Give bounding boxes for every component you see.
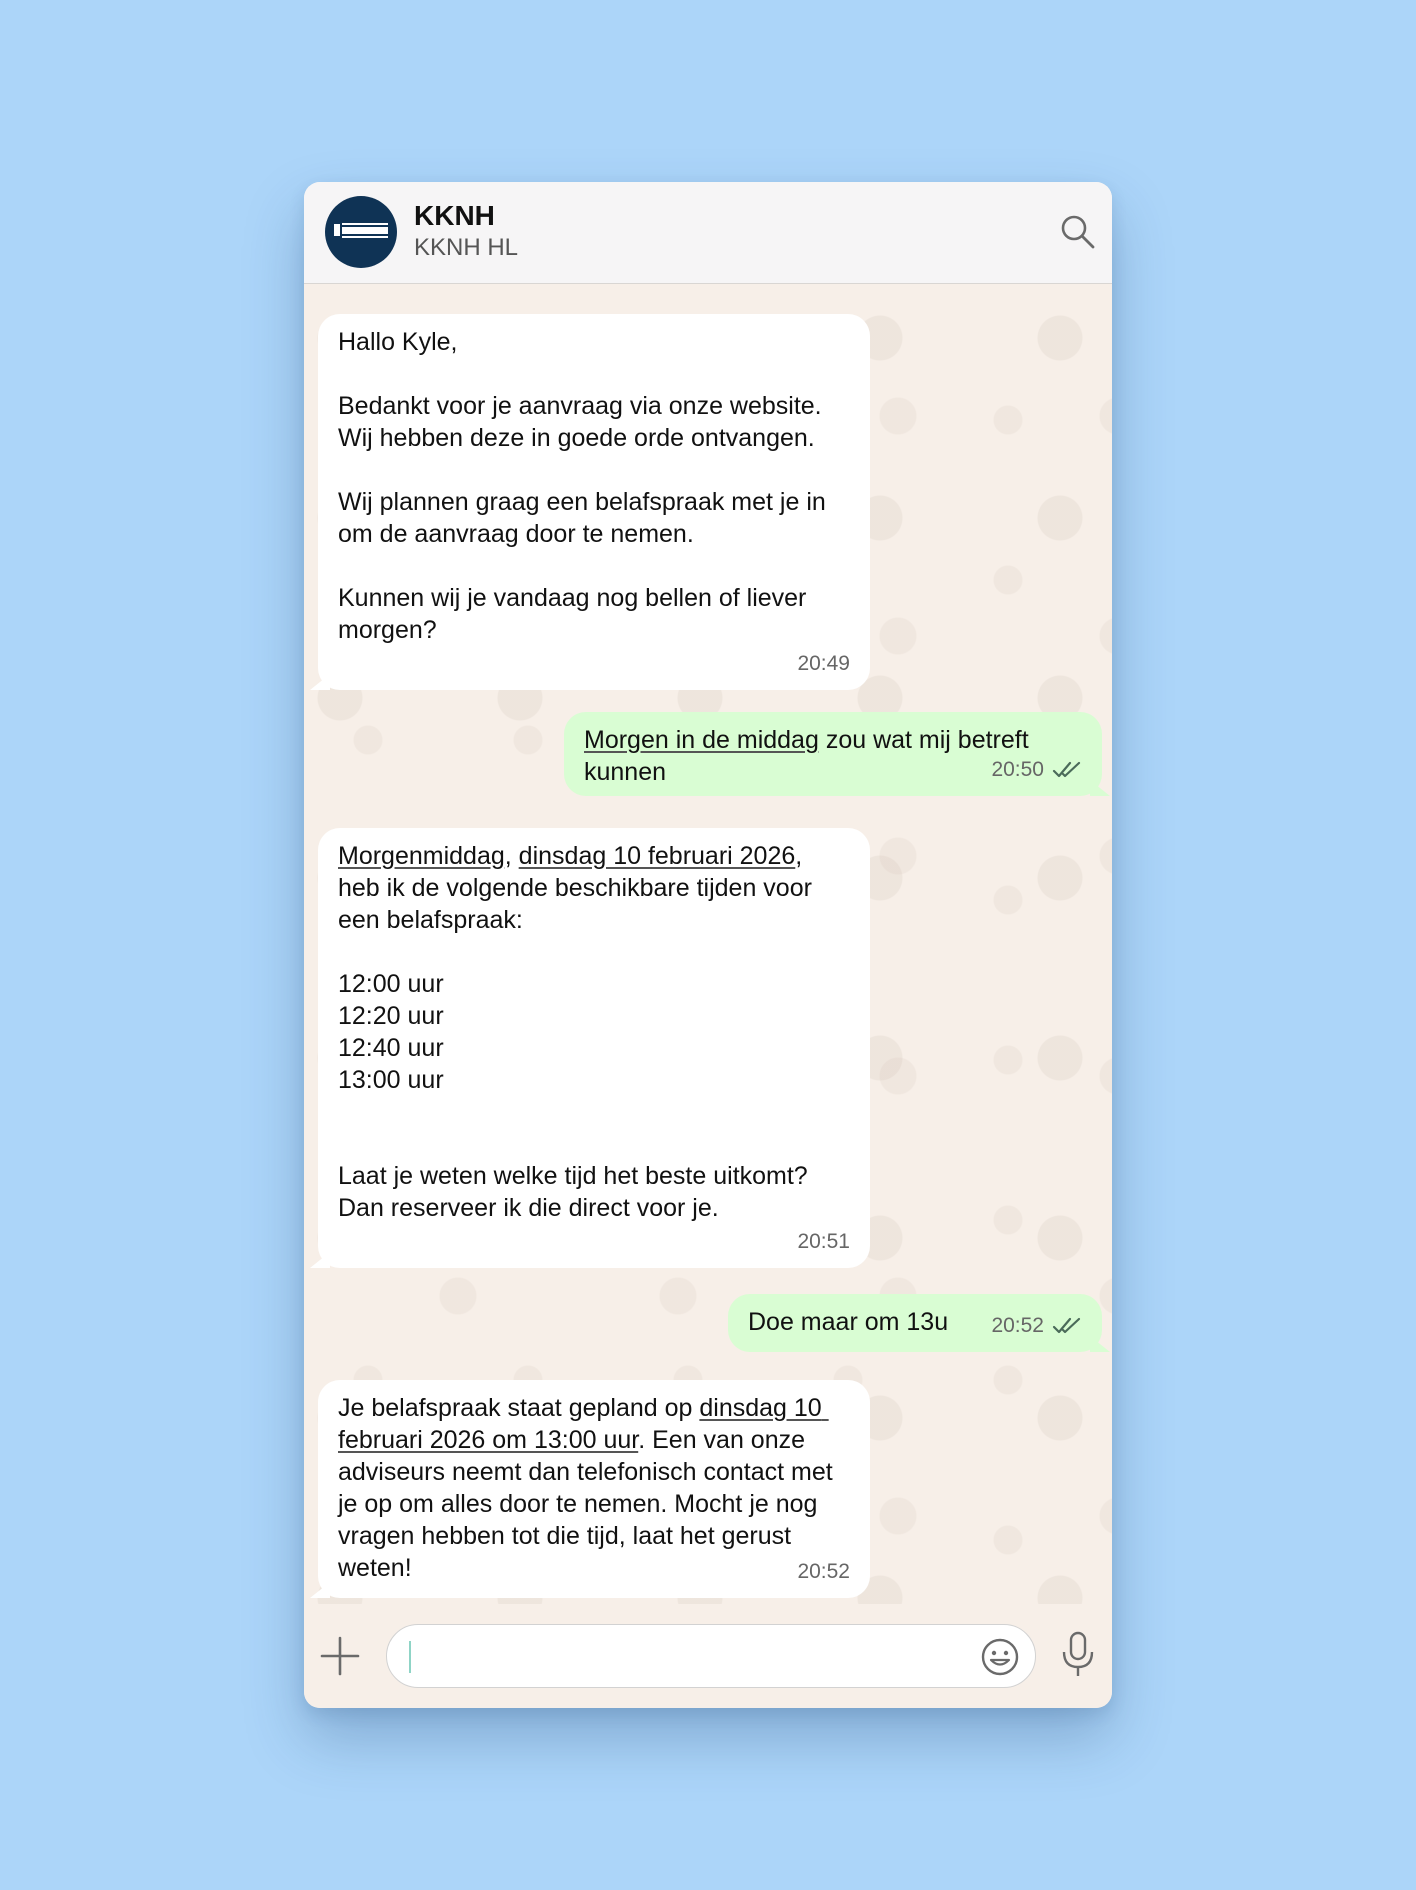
bubble-tail	[1090, 780, 1110, 796]
message-time: 20:51	[797, 1230, 850, 1253]
message-bubble-incoming[interactable]	[318, 314, 870, 690]
message-text: zou wat mij betreft kunnen	[584, 726, 1036, 786]
message-text: Doe maar om 13u	[748, 1308, 949, 1336]
search-button[interactable]	[1058, 212, 1098, 252]
search-icon	[1058, 212, 1098, 252]
contact-subtitle: KKNH HL	[414, 234, 519, 261]
message-input[interactable]	[386, 1624, 1036, 1688]
message-bubble-incoming[interactable]: Morgenmiddag, dinsdag 10 februari 2026, heb ik de volgende beschikbare tijden voor een belafspraak: 12:00 uur 12:20 uur 12:40 uur 13:00 uur Laat je weten welke tijd het beste uitkomt? Dan reserveer ik die direct voor je. 20:51	[318, 828, 870, 1268]
bubble-tail	[1090, 1336, 1110, 1352]
plus-icon	[316, 1632, 364, 1680]
attach-button[interactable]	[316, 1632, 364, 1680]
message-bubble-outgoing[interactable]	[728, 1294, 1102, 1352]
message-text: Je belafspraak staat gepland op	[338, 1394, 700, 1422]
emoji-button[interactable]	[979, 1636, 1021, 1678]
date-link[interactable]: dinsdag 10 februari 2026	[518, 842, 796, 870]
bubble-tail	[310, 674, 330, 690]
company-logo	[331, 217, 391, 247]
message-bubble-outgoing[interactable]	[564, 712, 1102, 796]
avatar[interactable]	[325, 196, 397, 268]
message-time: 20:52	[797, 1560, 850, 1583]
composer-bar	[304, 1604, 1112, 1708]
double-check-icon	[1052, 760, 1082, 780]
message-text: . Een van onze adviseurs neemt dan telefonisch contact met je op om alles door te nemen. Mocht je nog vragen hebben tot die tijd, laat het gerust weten!	[338, 1426, 840, 1582]
bubble-tail	[310, 1252, 330, 1268]
chat-header	[304, 182, 1112, 284]
voice-message-button[interactable]	[1056, 1630, 1100, 1680]
bubble-tail	[310, 1582, 330, 1598]
date-link[interactable]: dinsdag 10 februari 2026 om 13:00 uur	[338, 1394, 829, 1454]
date-link[interactable]: Morgenmiddag	[338, 842, 505, 870]
contact-name[interactable]: KKNH	[414, 200, 495, 231]
message-time: 20:52	[991, 1314, 1044, 1337]
message-time: 20:49	[797, 652, 850, 675]
message-text: Hallo Kyle, Bedankt voor je aanvraag via onze website. Wij hebben deze in goede orde ontvangen. Wij plannen graag een belafspraak met je in om de aanvraag door te nemen. Kunnen wij je vandaag nog bellen of liever morgen?	[338, 328, 826, 644]
message-time: 20:50	[991, 758, 1044, 781]
double-check-icon	[1052, 1316, 1082, 1336]
message-bubble-incoming[interactable]	[318, 1380, 870, 1598]
message-list	[304, 284, 1112, 1604]
text-caret	[409, 1641, 411, 1673]
date-link[interactable]: Morgen in de middag	[584, 726, 819, 754]
message-text: , heb ik de volgende beschikbare tijden voor een belafspraak: 12:00 uur 12:20 uur 12:40 uur 13:00 uur Laat je weten welke tijd het beste uitkomt? Dan reserveer ik die direct voor je.	[338, 842, 812, 1222]
microphone-icon	[1056, 1630, 1100, 1680]
emoji-icon	[979, 1636, 1021, 1678]
chat-window	[304, 182, 1112, 1708]
